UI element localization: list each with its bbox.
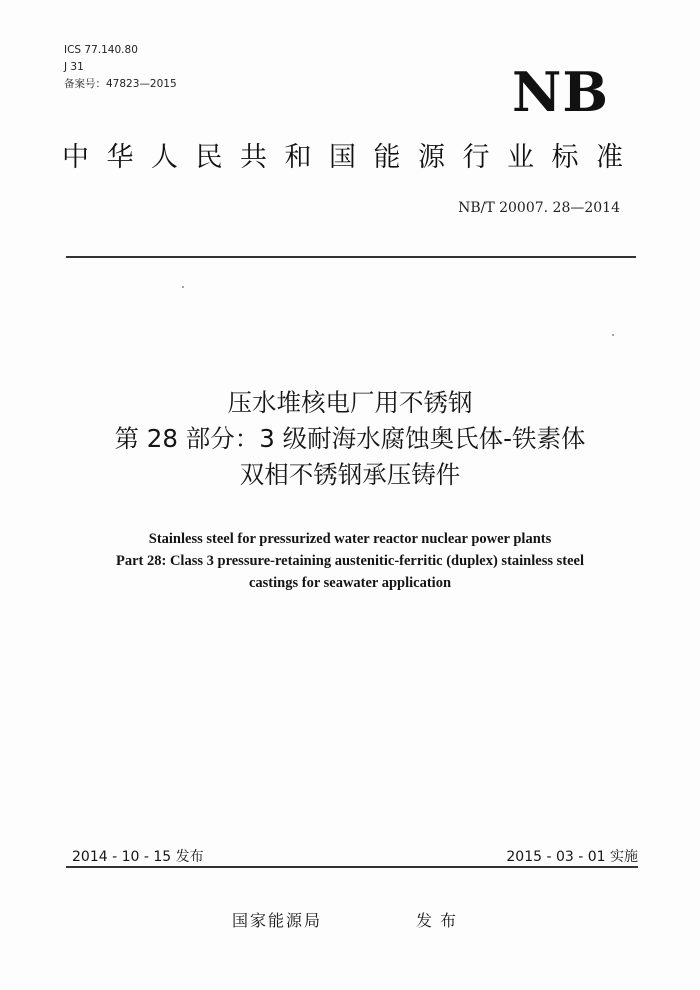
scan-speck [182, 286, 184, 288]
english-title [40, 528, 660, 594]
scan-speck [612, 334, 614, 336]
ics-code: ICS 77.140.80 [64, 44, 138, 56]
chinese-title-line-3: 双相不锈钢承压铸件 [239, 460, 461, 489]
issuing-authority: 国家能源局 [232, 911, 323, 930]
english-title-line-2: Part 28: Class 3 pressure-retaining austenitic-ferritic (duplex) stainless steel [116, 553, 584, 569]
category-code: J 31 [64, 61, 84, 73]
implementation-date: 2015 - 03 - 01 实施 [506, 849, 638, 865]
chinese-title-line-1: 压水堆核电厂用不锈钢 [227, 388, 473, 417]
record-number: 备案号：47823—2015 [64, 78, 177, 90]
top-divider [66, 256, 636, 258]
issue-label: 发布 [416, 911, 465, 930]
nb-logo: NB [512, 60, 610, 124]
standard-category: 中华人民共和国能源行业标准 [62, 142, 641, 173]
classification-block [64, 42, 177, 93]
chinese-title [40, 385, 660, 493]
english-title-line-1: Stainless steel for pressurized water reactor nuclear power plants [148, 531, 552, 547]
chinese-title-line-2: 第 28 部分：3 级耐海水腐蚀奥氏体-铁素体 [114, 424, 586, 453]
bottom-divider [66, 866, 638, 868]
standard-number: NB/T 20007. 28—2014 [458, 200, 620, 216]
issue-date: 2014 - 10 - 15 发布 [72, 849, 204, 865]
english-title-line-3: castings for seawater application [248, 575, 452, 591]
